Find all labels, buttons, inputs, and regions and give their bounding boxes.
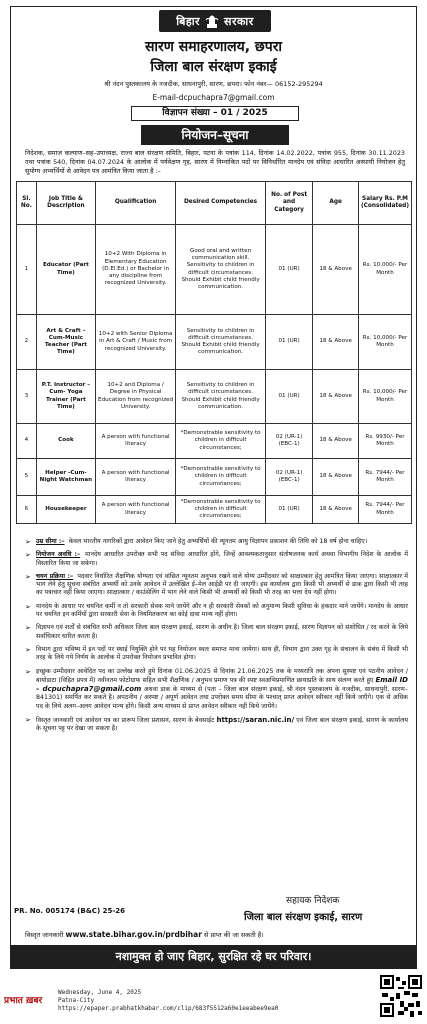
arrow-bullet-icon: ➢ [25, 602, 31, 611]
edition-date: Wednesday, June 4, 2025 [58, 989, 142, 996]
unit-name: जिला बाल संरक्षण इकाई [150, 59, 277, 75]
cell-competencies: *Demonstrable sensitivity to children in difficult circumstances; [176, 496, 266, 524]
cell-age: 18 & Above [313, 459, 359, 496]
rule-age-limit [25, 538, 408, 546]
header-competencies: Desired Competencies [176, 182, 266, 225]
rule-text: विज्ञापन एवं शर्तों से संबंधित सभी अधिकार जिला बाल संरक्षण इकाई, सारण के अधीन है। जिला बाल संरक्षण इकाई, सारण विज्ञापन को संशोधित / रद करने के लिये सर्वाधिकार धारित करता है। [36, 624, 408, 640]
qr-code-icon [380, 975, 422, 1017]
clip-url[interactable]: https://epaper.prabhatkhabar.com/clip/683f5512a60e1eeabee9ea0 [58, 1005, 279, 1012]
state-emblem-icon [204, 12, 220, 30]
rule-label: चयन प्रक्रिया :– [36, 572, 74, 580]
rule-text: विस्तृत जानकारी एवं आवेदन पत्र का प्रारूप जिला प्रशासन, सारण के बेवसाईट [36, 717, 215, 725]
rule-label: उम्र सीमा :– [36, 538, 65, 545]
header-qualification: Qualification [96, 182, 176, 225]
cell-salary: Rs. 10,000/- Per Month [358, 315, 411, 370]
bihar-sarkar-banner [159, 10, 271, 32]
cell-title: P.T. Instructor – Cum- Yoga Trainer (Part Time) [36, 370, 95, 424]
cell-salary: Rs. 7944/- Per Month [358, 496, 411, 524]
notice-title: नियोजन–सूचना [141, 125, 289, 145]
office-address: श्री नंदन पुस्तकालय के नजदीक, साधनापुरी, सारण, छपरा। फोन नंबर— 06152-295294 [104, 80, 323, 88]
cell-sl: 5 [17, 459, 37, 496]
cell-age: 18 & Above [313, 424, 359, 459]
cell-title: Art & Craft – Cum-Music Teacher (Part Time) [36, 315, 95, 370]
rule-permanent-appointment [25, 646, 408, 663]
rule-employment-period [25, 551, 408, 568]
slogan-bar: नशामुक्त हो जाए बिहार, सुरक्षित रहे घर परिवार। [11, 945, 416, 969]
header-sl-no: Sl. No. [17, 182, 37, 225]
header-posts: No. of Post and Category [265, 182, 312, 225]
cell-competencies: *Demonstrable sensitivity to children in difficult circumstances; [176, 424, 266, 459]
arrow-bullet-icon: ➢ [25, 538, 31, 546]
cell-age: 18 & Above [313, 225, 359, 315]
more-info-text: विस्तृत जानकारी [25, 931, 64, 939]
cell-age: 18 & Above [313, 496, 359, 524]
table-row [17, 315, 412, 370]
cell-posts: 01 (UR) [265, 315, 312, 370]
table-row [17, 225, 412, 315]
conditions-list [25, 538, 408, 739]
arrow-bullet-icon: ➢ [25, 645, 31, 654]
rule-text: मानदेय आधारित उपरोक्त सभी पद संविदा आधारित होंगे, जिन्हें आवश्यकतानुसार संतोषजनक कार्य अथवा विभागीय निदेश के आलोक में विस्तारित किया जा सकेगा। [36, 551, 408, 567]
table-row [17, 459, 412, 496]
office-name: सारण समाहरणालय, छपरा [144, 39, 283, 55]
cell-sl: 2 [17, 315, 37, 370]
header-job-title: Job Title & Description [36, 182, 95, 225]
rule-text: केवल भारतीय नागरिकों द्वारा आवेदन किए जाने हेतु अभ्यर्थियों की न्यूनतम आयु विज्ञापन प्रकाशन की तिथि को 18 वर्ष होना चाहिए। [68, 538, 368, 545]
rule-website-info [25, 716, 408, 734]
more-info-text: से प्राप्त की जा सकती है। [203, 931, 264, 939]
cell-qualification: A person with functional literacy [96, 424, 176, 459]
rule-rights-reserved [25, 624, 408, 641]
arrow-bullet-icon: ➢ [25, 716, 31, 725]
rule-honorarium-status [25, 603, 408, 620]
cell-posts: 01 (UR) [265, 496, 312, 524]
cell-title: Housekeeper [36, 496, 95, 524]
rule-label: नियोजन अवधि :– [36, 551, 81, 559]
arrow-bullet-icon: ➢ [25, 667, 31, 676]
banner-right-text: सरकार [224, 14, 254, 28]
state-website-link[interactable]: www.state.bihar.gov.in/prdbihar [65, 930, 202, 939]
job-advertisement [10, 6, 417, 969]
cell-posts: 01 (UR) [265, 370, 312, 424]
cell-competencies: Good oral and written communication skill. Sensitivity to children in difficult circumstances. Should Exhibit child friendly communication. [176, 225, 266, 315]
signatory-unit: जिला बाल संरक्षण इकाई, सारण [244, 912, 363, 923]
cell-qualification: 10+2 With Diploma in Elementary Education (D.El.Ed.) or Bachelor in any discipline from recognized University. [96, 225, 176, 315]
header-salary: Salary Rs. P.M (Consolidated) [358, 182, 411, 225]
cell-sl: 1 [17, 225, 37, 315]
cell-salary: Rs. 9930/- Per Month [358, 424, 411, 459]
cell-qualification: A person with functional literacy [96, 459, 176, 496]
cell-qualification: A person with functional literacy [96, 496, 176, 524]
rule-text: एवं जिला बाल संरक्षण इकाई, सारण के कार्यालय के सूचना पट्ट पर देखा जा सकता है। [36, 717, 408, 733]
saran-website-link[interactable]: https://saran.nic.in/ [216, 716, 295, 725]
cell-qualification: 10+2 with Senior Diploma in Art & Craft / Music from recognized University. [96, 315, 176, 370]
rule-text: अथवा डाक के माध्यम से (पता – जिला बाल संरक्षण इकाई, श्री नंदन पुस्तकालय के नजदीक, साधनापुरी, सारण–841301) समर्पित कर सकते है। अपठनीय / अस्पष्ट / अपूर्ण आवेदन तथा उपरोक्त समय सीमा के पश्चात् प्राप्त आवेदन स्वीकार नहीं किये जाएँगे। एक से अधिक पद के लिये अलग–अलग आवेदन मान्य होंगे। किसी अन्य माध्यम से प्राप्त आवेदन स्वीकार नहीं किये जायेंगे। [36, 686, 408, 710]
office-email: E-mail-dcpuchapra7@gmail.com [152, 93, 275, 102]
table-header-row [17, 182, 412, 225]
rule-text: मानदेय के आधार पर चयनित कर्मी न तो सरकारी सेवक माने जायेंगे और न ही सरकारी सेवकों को अनुमान्य किसी सुविधा के हकदार माने जायेंगे। मानदेय के आधार पर चयनित इन कर्मियों द्वारा सरकारी सेवा के नियमितकरण का कोई दावा मान्य नहीं होगा। [36, 602, 408, 619]
arrow-bullet-icon: ➢ [25, 624, 31, 633]
rule-text: इच्छुक उम्मीदवार आवेदित पद का उल्लेख करते हुये दिनांक 01.06.2025 से दिनांक 21.06.2025 तक के मध्यरात्रि तक अपना सुस्पष्ट एवं पठनीय आवेदन / बायोडाटा (विहित प्रपत्र में) नवीनतम फोटोग्राफ सहित सभी शैक्षणिक / अनुभव प्रमाण पत्र की स्पष्ट स्वअभिप्रमाणित छायाप्रति के साथ संलग्न करते हुए [36, 667, 408, 684]
cell-salary: Rs. 7944/- Per Month [358, 459, 411, 496]
cell-posts: 02 (UR-1) (EBC-1) [265, 459, 312, 496]
cell-posts: 02 (UR-1) (EBC-1) [265, 424, 312, 459]
cell-age: 18 & Above [313, 315, 359, 370]
signatory-title: सहायक निदेशक [286, 896, 340, 906]
header-age: Age [313, 182, 359, 225]
rule-text: पदवार निर्धारित शैक्षणिक योग्यता एवं वांछित न्यूनतम अनुभव रखने वाले योग्य उम्मीदवार को साक्षात्कार हेतु आमंत्रित किया जाएगा। साक्षात्कार में भाग लेने हेतु सूचना संबंधित अभ्यर्थी को उनके आवेदन में उल्लेखित ई–मेल आईडी पर दी जाएगी। इस कार्यालय द्वारा किसी भी अभ्यर्थी से डाक द्वारा किसी भी तरह का पत्राचार नहीं किया जाएगा। साक्षात्कार / काउंसेलिंग में भाग लेने वाले किसी भी अभ्यर्थी को किसी भी तरह का भत्ता देय नहीं होगा। [36, 572, 408, 597]
edition-city: Patna-City [58, 997, 95, 1004]
cell-posts: 01 (UR) [265, 225, 312, 315]
newspaper-logo: प्रभात ख़बर [4, 996, 43, 1006]
cell-age: 18 & Above [313, 370, 359, 424]
banner-left-text: बिहार [176, 14, 201, 28]
application-email-link[interactable]: Email ID – dcpuchapra7@gmail.com [36, 675, 408, 694]
table-row [17, 370, 412, 424]
intro-paragraph: निदेशक, समाज कल्याण–सह–उपाध्यक्ष, राज्य बाल संरक्षण समिति, बिहार, पटना के पत्रांक 114, दिनांक 14.02.2022, पत्रांक 955, दिनांक 30.11.2023 तथा पत्रांक 540, दिनांक 04.07.2024 के आलोक में पर्यवेक्षण गृह, सारण में निम्नांकित पदों पर विनिर्धारित मानदेय एवं संविदा आधारित अस्थायी नियोजन हेतु सुयोग्य अभ्यर्थियों से आवेदन पत्र आमंत्रित किया जाता है :– [25, 149, 405, 175]
more-info-line [25, 930, 264, 939]
cell-title: Helper -Cum-Night Watchman [36, 459, 95, 496]
posts-table [16, 181, 412, 524]
cell-sl: 3 [17, 370, 37, 424]
pr-number: PR. No. 005174 (B&C) 25-26 [14, 907, 125, 915]
cell-competencies: Sensitivity to children in difficult circumstances. Should Exhibit child friendly communication. [176, 315, 266, 370]
arrow-bullet-icon: ➢ [25, 551, 31, 560]
cell-title: Cook [36, 424, 95, 459]
cell-qualification: 10+2 and Diploma / Degree in Physical Education from recognized University. [96, 370, 176, 424]
table-row [17, 496, 412, 524]
cell-competencies: Sensitivity to children in difficult circumstances. Should Exhibit child friendly communication. [176, 370, 266, 424]
arrow-bullet-icon: ➢ [25, 572, 31, 581]
cell-competencies: *Demonstrable sensitivity to children in difficult circumstances; [176, 459, 266, 496]
rule-selection-process [25, 573, 408, 598]
rule-text: विभाग द्वारा भविष्य में इन पदों पर स्थाई नियुक्ति होने पर यह नियोजन स्वतः समाप्त माना जायेगा। साथ ही, विभाग द्वारा उक्त गृह के संचालन के संबंध में किसी भी तरह के लिये गये निर्णय के आलोक में उपरोक्त नियोजन प्रभावित होगा। [36, 645, 408, 662]
table-row [17, 424, 412, 459]
cell-sl: 6 [17, 496, 37, 524]
cell-salary: Rs. 10,000/- Per Month [358, 225, 411, 315]
advertisement-number: विज्ञापन संख्या – 01 / 2025 [131, 106, 299, 121]
cell-sl: 4 [17, 424, 37, 459]
rule-application-submission [25, 668, 408, 711]
cell-title: Educator (Part Time) [36, 225, 95, 315]
cell-salary: Rs. 10,000/- Per Month [358, 370, 411, 424]
